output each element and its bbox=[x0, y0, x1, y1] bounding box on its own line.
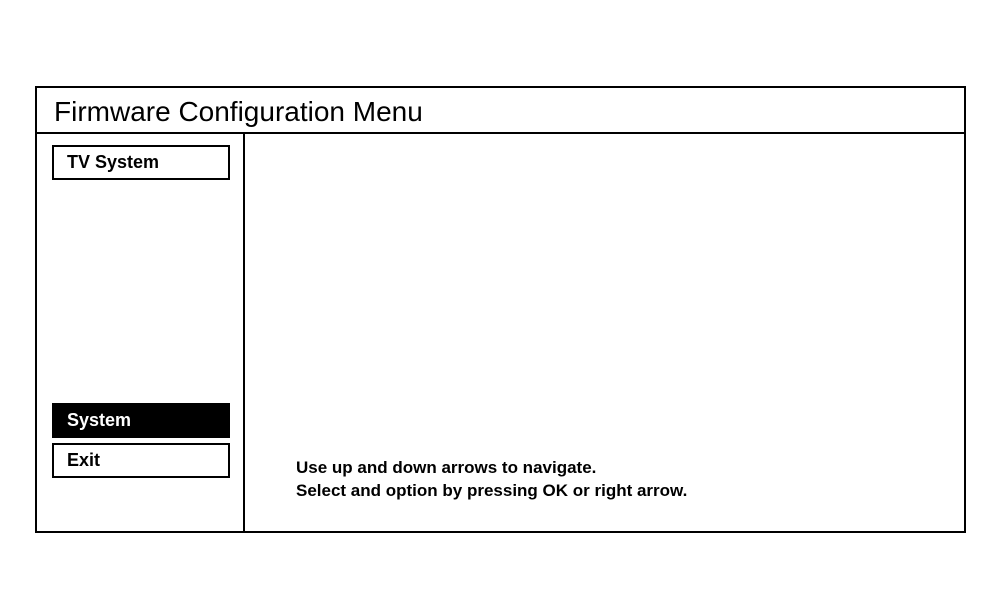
sidebar-menu bbox=[37, 134, 245, 531]
help-text bbox=[296, 456, 687, 502]
help-line-select: Select and option by pressing OK or right arrow. bbox=[296, 481, 688, 500]
menu-item-tv-system[interactable]: TV System bbox=[52, 145, 230, 180]
firmware-config-window bbox=[35, 86, 966, 533]
content-panel bbox=[245, 134, 964, 531]
menu-item-system[interactable]: System bbox=[52, 403, 230, 438]
help-line-navigate: Use up and down arrows to navigate. bbox=[296, 458, 597, 477]
menu-item-exit[interactable]: Exit bbox=[52, 443, 230, 478]
title-bar bbox=[37, 88, 964, 134]
window-title: Firmware Configuration Menu bbox=[54, 96, 423, 127]
